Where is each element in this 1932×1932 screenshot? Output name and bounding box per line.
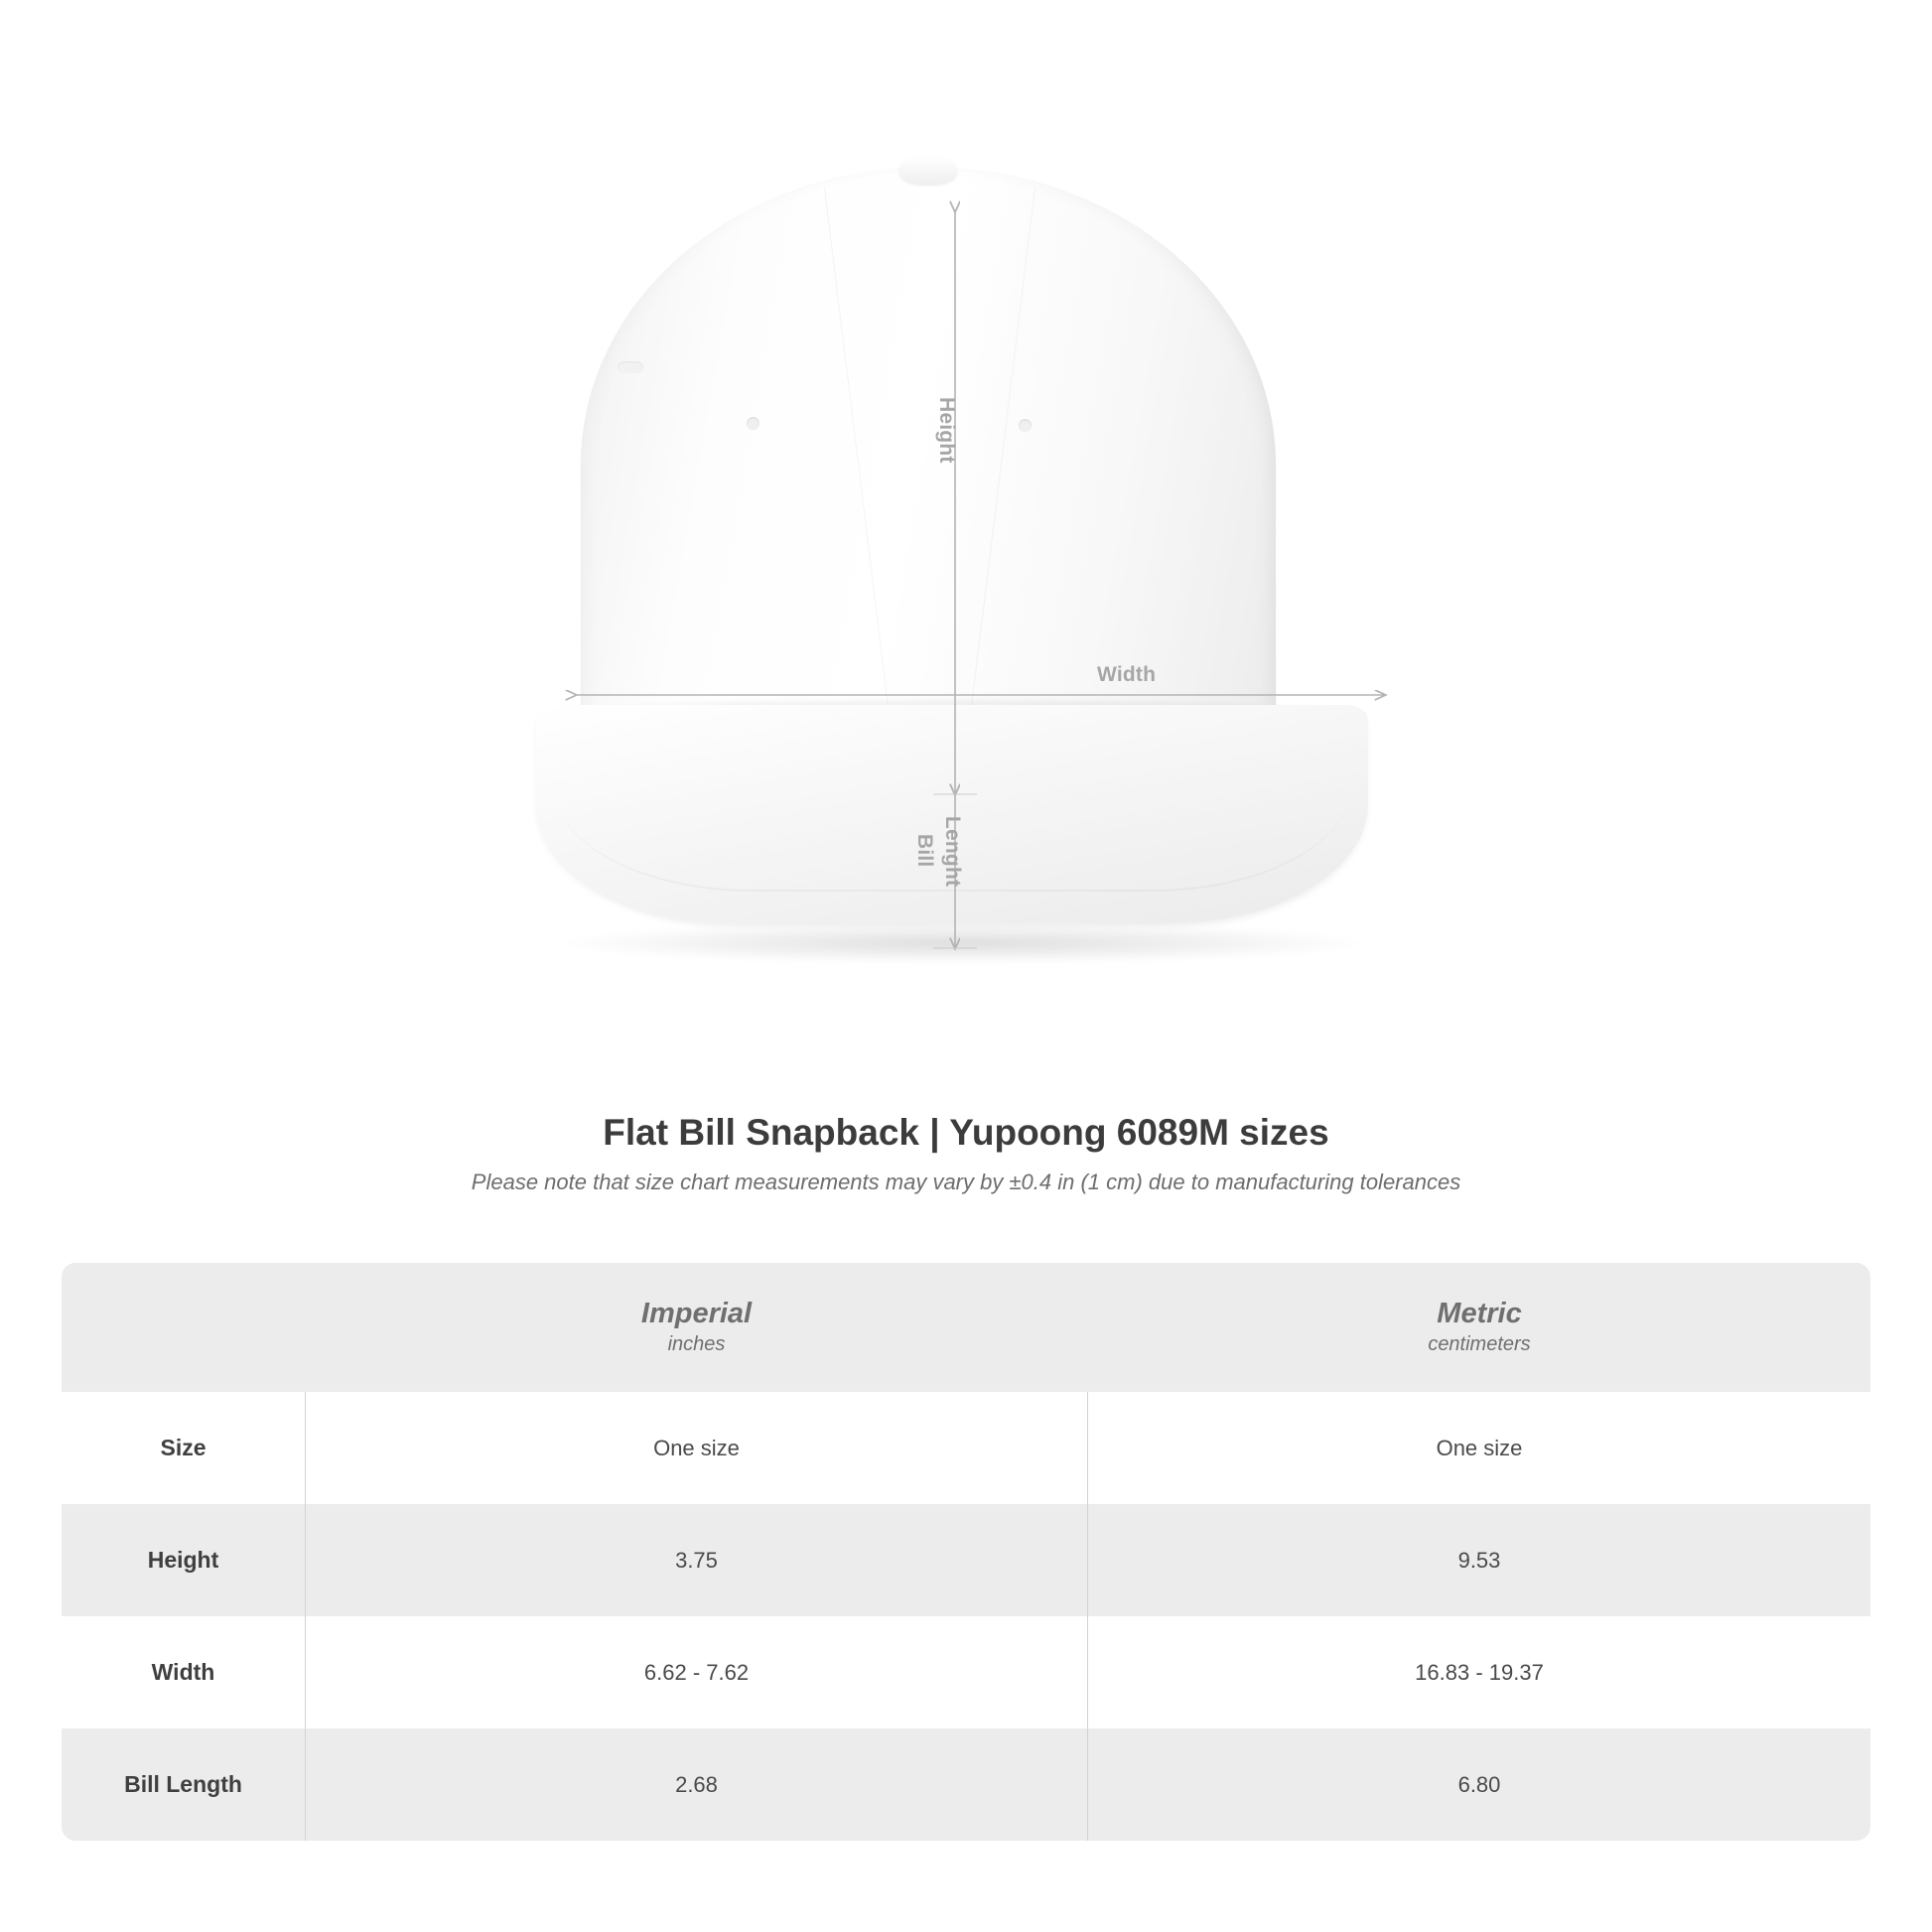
cell-bill-length-imperial: 2.68: [305, 1728, 1088, 1841]
table-header-row: [62, 1263, 1870, 1392]
cell-size-imperial: One size: [305, 1392, 1088, 1504]
header-metric: [1088, 1263, 1870, 1392]
size-chart-table: [62, 1263, 1870, 1841]
cell-width-metric: 16.83 - 19.37: [1415, 1659, 1544, 1685]
row-label-height: Height: [62, 1504, 305, 1616]
cap-top-button: [899, 155, 957, 185]
table-row: [62, 1616, 1870, 1728]
tolerance-note: Please note that size chart measurements may vary by ±0.4 in (1 cm) due to manufacturing tolerances: [471, 1170, 1461, 1194]
chart-caption: [0, 1112, 1932, 1195]
cell-bill-length-metric: 6.80: [1088, 1728, 1870, 1841]
header-metric-unit: centimeters: [1428, 1333, 1531, 1356]
cell-width-imperial: 6.62 - 7.62: [305, 1616, 1088, 1728]
measure-label-bill-length-line1: Bill: [913, 834, 937, 868]
cell-height-imperial: 3.75: [305, 1504, 1088, 1616]
cap-eyelet-left: [747, 417, 759, 430]
header-imperial-unit: inches: [667, 1333, 726, 1356]
row-label-width: Width: [151, 1659, 215, 1685]
row-label-bill-length: Bill Length: [62, 1728, 305, 1841]
cap-drop-shadow: [566, 923, 1360, 963]
header-imperial-name: Imperial: [640, 1297, 753, 1329]
cell-size-metric: One size: [1436, 1435, 1523, 1460]
cap-side-notch: [618, 361, 643, 373]
header-metric-name: Metric: [1437, 1297, 1522, 1329]
table-row: [62, 1392, 1870, 1504]
cap-drawing: [526, 149, 1400, 943]
measure-label-height: Height: [935, 397, 959, 464]
header-imperial: [305, 1263, 1088, 1392]
table-row: [62, 1728, 1870, 1841]
measure-label-bill-length-line2: Lenght: [941, 816, 965, 888]
table-row: [62, 1504, 1870, 1616]
page-title: Flat Bill Snapback | Yupoong 6089M sizes: [603, 1112, 1329, 1153]
measure-label-width: Width: [1097, 663, 1157, 686]
cap-crown: [581, 167, 1276, 762]
header-empty-cell: [62, 1263, 305, 1392]
cap-bill-edge: [552, 741, 1352, 892]
row-label-size: Size: [160, 1435, 207, 1460]
cell-height-metric: 9.53: [1088, 1504, 1870, 1616]
cap-eyelet-right: [1019, 419, 1032, 432]
